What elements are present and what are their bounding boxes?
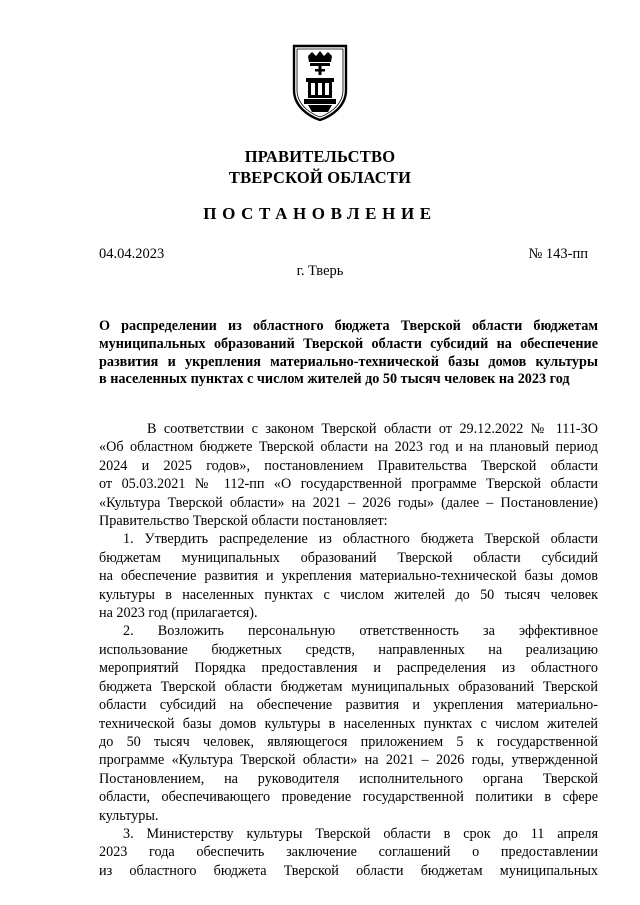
document-date: 04.04.2023 [99, 246, 165, 262]
body-line: технической базы домов культуры в населенных пунктах с числом жителей [99, 715, 598, 732]
body-line: 3. Министерству культуры Тверской области в срок до 11 апреля [123, 825, 598, 842]
body-line: В соответствии с законом Тверской области от 29.12.2022 № 111-ЗО [147, 421, 598, 437]
body-line: культуры. [99, 807, 159, 824]
tver-coat-of-arms-icon [288, 42, 352, 122]
body-line: мероприятий Порядка предоставления и распределения из областного [99, 660, 598, 677]
body-line: 2. Возложить персональную ответственность за эффективное [123, 623, 598, 640]
document-city: г. Тверь [296, 263, 344, 279]
government-name-line2: ТВЕРСКОЙ ОБЛАСТИ [228, 168, 412, 187]
body-line: 1. Утвердить распределение из областного бюджета Тверской области [123, 531, 598, 548]
document-number: № 143-пп [528, 246, 588, 262]
body-line: 2024 и 2025 годов», постановлением Правительства Тверской области [99, 457, 598, 474]
body-line: «Культура Тверской области» на 2021 – 2026 годы» (далее – Постановление) [99, 494, 598, 511]
body-line: Постановлением, на руководителя исполнительного органа Тверской [99, 770, 598, 787]
government-name-line1: ПРАВИТЕЛЬСТВО [244, 147, 396, 166]
body-line: программе «Культура Тверской области» на 2021 – 2026 годы, утвержденной [99, 752, 598, 769]
title-line: муниципальных образований Тверской области субсидий на обеспечение [99, 335, 598, 352]
body-line: области субсидий на обеспечение развития и укрепления материально- [99, 697, 598, 714]
body-line: культуры в населенных пунктах с числом жителей до 50 тысяч человек [99, 586, 598, 603]
body-line: из областного бюджета Тверской области бюджетам муниципальных [99, 862, 598, 879]
title-line: в населенных пунктах с числом жителей до 50 тысяч человек на 2023 год [99, 371, 570, 388]
title-line: развития и укрепления материально-технической базы домов культуры [99, 353, 598, 370]
body-line: «Об областном бюджете Тверской области на 2023 год и на плановый период [99, 439, 598, 456]
body-line: от 05.03.2021 № 112-пп «О государственной программе Тверской области [99, 476, 598, 493]
document-type: ПОСТАНОВЛЕНИЕ [203, 204, 437, 223]
body-line: бюджета Тверской области бюджетам муниципальных образований Тверской [99, 678, 598, 695]
body-line: области, обеспечивающего проведение государственной политики в сфере [99, 789, 598, 806]
document-body [99, 420, 598, 880]
body-line: использование бюджетных средств, направленных на реализацию [99, 641, 598, 658]
body-line: бюджетам муниципальных образований Тверской области субсидий [99, 549, 598, 566]
body-line: 2023 года обеспечить заключение соглашений о предоставлении [99, 844, 598, 861]
title-line: О распределении из областного бюджета Тверской области бюджетам [99, 318, 598, 334]
body-line: до 50 тысяч человек, являющегося приложением 5 к государственной [99, 733, 598, 750]
body-line: на 2023 год (прилагается). [99, 605, 258, 622]
body-line: Правительство Тверской области постановляет: [99, 513, 388, 530]
body-line: на обеспечение развития и укрепления материально-технической базы домов [99, 568, 598, 585]
document-title [99, 318, 598, 389]
